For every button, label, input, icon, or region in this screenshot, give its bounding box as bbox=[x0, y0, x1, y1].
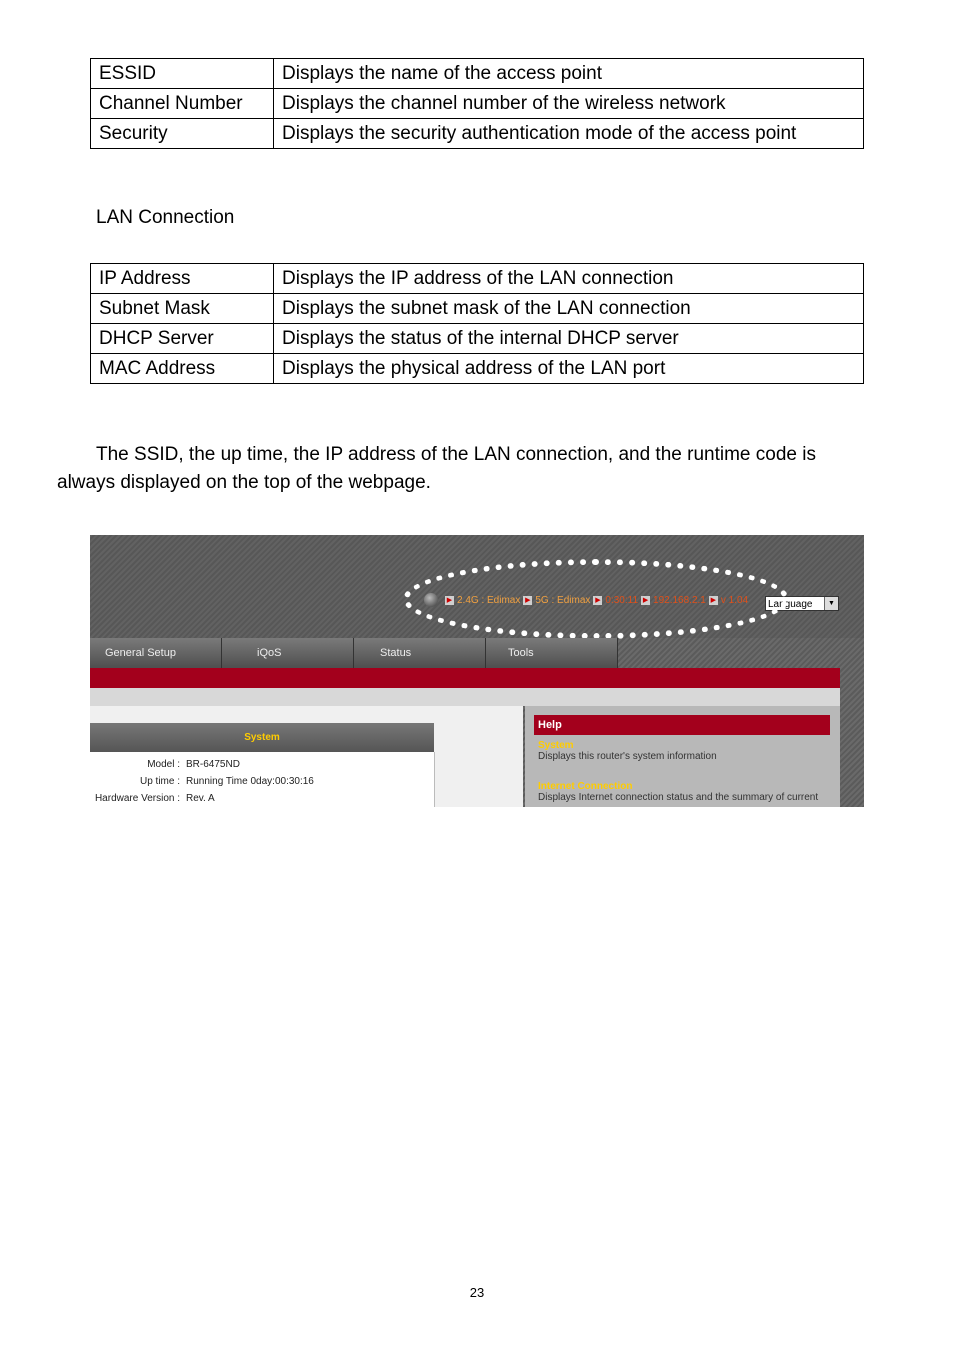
table-row bbox=[91, 354, 864, 384]
table-cell-field: ESSID bbox=[91, 59, 274, 89]
lan-section-title: LAN Connection bbox=[96, 207, 235, 228]
table-cell-field: Channel Number bbox=[91, 89, 274, 119]
help-item-title[interactable]: Internet Connection bbox=[538, 781, 633, 792]
table-cell-description: Displays the name of the access point bbox=[274, 59, 864, 89]
table-row bbox=[91, 89, 864, 119]
ssid-24g: 2.4G : Edimax bbox=[457, 594, 521, 606]
firmware-version: v 1.04 bbox=[720, 594, 749, 606]
ssid-5g: 5G : Edimax bbox=[535, 594, 591, 606]
main-content-panel bbox=[90, 706, 523, 807]
divider-bar bbox=[90, 688, 840, 706]
body-paragraph bbox=[57, 441, 872, 497]
table-row bbox=[91, 59, 864, 89]
help-item bbox=[538, 781, 818, 803]
table-cell-field: DHCP Server bbox=[91, 324, 274, 354]
wireless-info-table bbox=[90, 58, 864, 149]
help-item-desc: Displays Internet connection status and the summary of current bbox=[538, 792, 819, 803]
row-label: Up time : bbox=[139, 776, 180, 787]
language-select-value: Language bbox=[768, 599, 813, 610]
router-ui-screenshot bbox=[90, 535, 864, 807]
table-cell-description: Displays the subnet mask of the LAN connection bbox=[274, 294, 864, 324]
chevron-down-icon[interactable]: ▼ bbox=[824, 597, 838, 610]
router-top-bar bbox=[90, 535, 864, 638]
table-row bbox=[91, 264, 864, 294]
row-value: Running Time 0day:00:30:16 bbox=[186, 776, 314, 787]
table-cell-field: MAC Address bbox=[91, 354, 274, 384]
help-title: Help bbox=[534, 715, 830, 735]
row-value: Rev. A bbox=[186, 793, 215, 804]
tab-iqos[interactable]: iQoS bbox=[222, 638, 354, 668]
table-row bbox=[91, 294, 864, 324]
play-arrow-icon: ▶ bbox=[710, 596, 717, 604]
table-cell-field: IP Address bbox=[91, 264, 274, 294]
play-arrow-icon: ▶ bbox=[642, 596, 649, 604]
table-cell-description: Displays the IP address of the LAN connection bbox=[274, 264, 864, 294]
table-cell-description: Displays the channel number of the wireless network bbox=[274, 89, 864, 119]
system-info-row bbox=[90, 759, 240, 770]
lan-ip-readout: 192.168.2.1 bbox=[653, 594, 706, 606]
tab-tools[interactable]: Tools bbox=[486, 638, 618, 668]
table-cell-field: Security bbox=[91, 119, 274, 149]
row-label: Hardware Version : bbox=[94, 793, 180, 804]
system-section-header: System bbox=[90, 723, 434, 752]
tab-status[interactable]: Status bbox=[354, 638, 486, 668]
table-row bbox=[91, 324, 864, 354]
lan-info-table bbox=[90, 263, 864, 384]
system-info-body bbox=[90, 752, 435, 807]
table-cell-description: Displays the physical address of the LAN port bbox=[274, 354, 864, 384]
paragraph-line: always displayed on the top of the webpage. bbox=[57, 472, 431, 493]
system-info-row bbox=[90, 776, 314, 787]
play-arrow-icon: ▶ bbox=[446, 596, 453, 604]
tab-general-setup[interactable]: General Setup bbox=[90, 638, 222, 668]
help-item bbox=[538, 740, 717, 762]
paragraph-line: The SSID, the up time, the IP address of the LAN connection, and the runtime code is bbox=[96, 444, 816, 465]
help-item-desc: Displays this router's system information bbox=[538, 751, 717, 762]
highlight-ring bbox=[403, 559, 789, 639]
play-arrow-icon: ▶ bbox=[525, 596, 531, 604]
page-number: 23 bbox=[469, 1285, 485, 1300]
system-info-row bbox=[90, 793, 215, 804]
table-row bbox=[91, 119, 864, 149]
table-cell-description: Displays the security authentication mode of the access point bbox=[274, 119, 864, 149]
help-panel bbox=[525, 706, 840, 807]
table-cell-description: Displays the status of the internal DHCP server bbox=[274, 324, 864, 354]
play-arrow-icon: ▶ bbox=[595, 596, 601, 604]
help-item-title[interactable]: System bbox=[538, 740, 574, 751]
sub-menu-bar bbox=[90, 668, 840, 688]
row-label: Model : bbox=[147, 759, 180, 770]
row-value: BR-6475ND bbox=[186, 759, 240, 770]
table-cell-field: Subnet Mask bbox=[91, 294, 274, 324]
main-tabs bbox=[90, 638, 864, 668]
uptime-readout: 0:30:11 bbox=[605, 594, 639, 606]
